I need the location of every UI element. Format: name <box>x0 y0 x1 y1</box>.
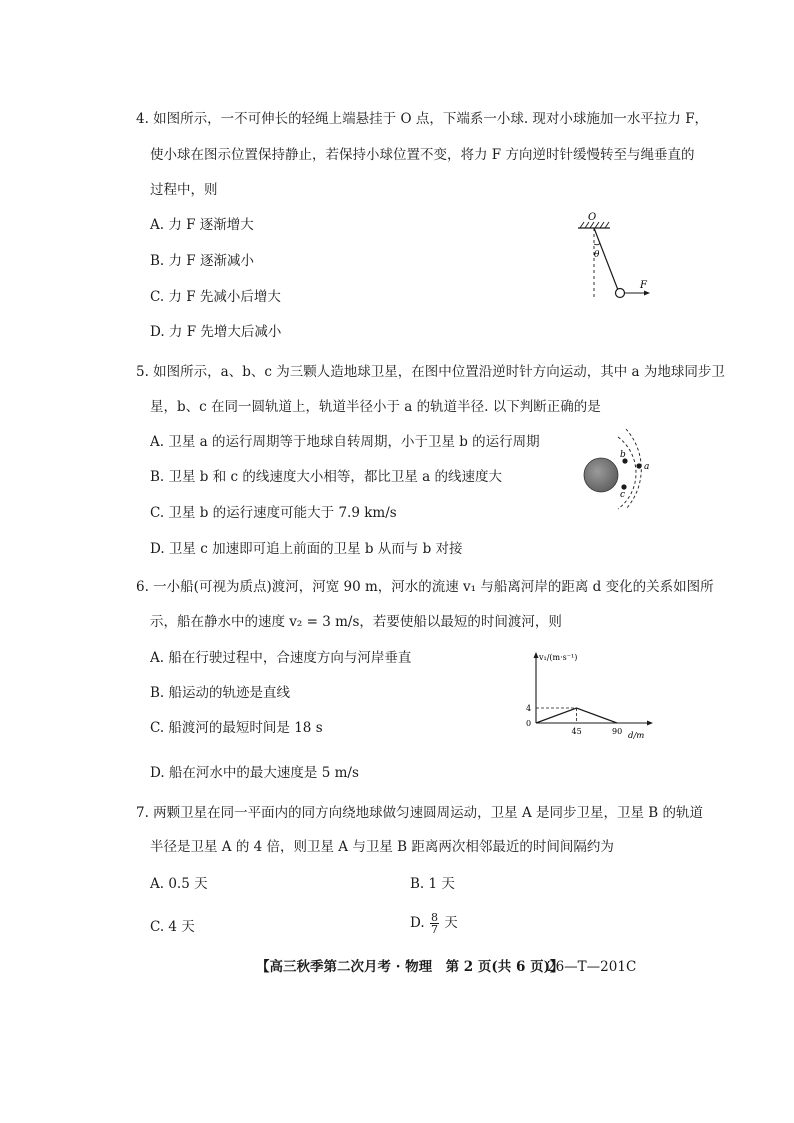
q5-option-b: B. 卫星 b 和 c 的线速度大小相等，都比卫星 a 的线速度大 <box>150 469 503 485</box>
label-c: c <box>620 490 626 500</box>
label-theta: θ <box>594 250 600 260</box>
q4-stem-line3: 过程中，则 <box>150 182 218 198</box>
y-axis-label: v₁/(m·s⁻¹) <box>539 653 578 662</box>
q6-stem-line2: 示，船在静水中的速度 v₂ = 3 m/s，若要使船以最短的时间渡河，则 <box>150 614 562 630</box>
tick-origin: 0 <box>526 719 532 728</box>
satellite-a <box>636 463 641 468</box>
q7-stem-line1: 7. 两颗卫星在同一平面内的同方向绕地球做匀速圆周运动，卫星 A 是同步卫星，卫星 B 的轨道 <box>136 805 704 821</box>
q7-option-b: B. 1 天 <box>410 876 455 892</box>
q7-option-d-unit: 天 <box>444 915 458 931</box>
tick-x-45: 45 <box>571 727 582 736</box>
fraction-denominator: 7 <box>430 923 438 936</box>
q4-stem-line2: 使小球在图示位置保持静止，若保持小球位置不变，将力 F 方向逆时针缓慢转至与绳垂直的 <box>150 147 695 163</box>
footer-code: 26—T—201C <box>547 959 637 975</box>
q7-option-d-prefix: D. <box>410 915 425 931</box>
label-b: b <box>620 450 626 460</box>
q4-pendulum-figure <box>570 210 660 305</box>
q4-stem-line1: 4. 如图所示，一不可伸长的轻绳上端悬挂于 O 点，下端系一小球. 现对小球施加一水平拉力 F， <box>136 111 709 127</box>
tick-y-4: 4 <box>526 704 532 713</box>
q5-option-c: C. 卫星 b 的运行速度可能大于 7.9 km/s <box>150 505 397 521</box>
q6-option-b: B. 船运动的轨迹是直线 <box>150 685 291 701</box>
x-axis-label: d/m <box>628 731 645 741</box>
q7-option-a: A. 0.5 天 <box>150 876 208 892</box>
force-arrow-head <box>644 291 650 296</box>
footer-title: 【高三秋季第二次月考 · 物理 第 2 页(共 6 页)】 <box>256 959 564 975</box>
q7-stem-line2: 半径是卫星 A 的 4 倍，则卫星 A 与卫星 B 距离两次相邻最近的时间间隔约为 <box>150 839 614 855</box>
y-axis-arrow <box>534 652 539 658</box>
q4-option-b: B. 力 F 逐渐减小 <box>150 253 254 269</box>
x-axis-arrow <box>647 721 653 726</box>
q5-option-a: A. 卫星 a 的运行周期等于地球自转周期，小于卫星 b 的运行周期 <box>150 434 540 450</box>
q5-stem-line2: 星，b、c 在同一圆轨道上，轨道半径小于 a 的轨道半径. 以下判断正确的是 <box>150 399 601 415</box>
outer-orbit <box>626 429 641 509</box>
q4-option-a: A. 力 F 逐渐增大 <box>150 217 254 233</box>
ball <box>616 289 625 298</box>
tick-x-90: 90 <box>612 727 623 736</box>
q7-option-d-fraction <box>430 912 439 935</box>
q7-option-d <box>410 912 458 935</box>
q6-stem-line1: 6. 一小船(可视为质点)渡河，河宽 90 m，河水的流速 v₁ 与船离河岸的距离 d 变化的关系如图所 <box>136 579 714 595</box>
q6-option-d: D. 船在河水中的最大速度是 5 m/s <box>150 765 359 781</box>
theta-arc <box>594 243 600 245</box>
q5-option-d: D. 卫星 c 加速即可追上前面的卫星 b 从而与 b 对接 <box>150 541 463 557</box>
fraction-numerator: 8 <box>430 911 438 924</box>
q6-option-c: C. 船渡河的最短时间是 18 s <box>150 720 323 736</box>
q4-option-c: C. 力 F 先减小后增大 <box>150 289 281 305</box>
label-o: O <box>588 212 597 223</box>
q6-option-a: A. 船在行驶过程中，合速度方向与河岸垂直 <box>150 650 412 666</box>
q7-option-c: C. 4 天 <box>150 919 195 935</box>
satellite-c <box>621 484 626 489</box>
label-f: F <box>640 280 647 291</box>
earth <box>584 458 618 492</box>
q5-stem-line1: 5. 如图所示，a、b、c 为三颗人造地球卫星，在图中位置沿逆时针方向运动，其中 a 为地球同步卫 <box>136 364 725 380</box>
q4-option-d: D. 力 F 先增大后减小 <box>150 324 282 340</box>
q6-velocity-graph <box>520 645 660 745</box>
label-a: a <box>644 462 650 472</box>
q5-satellite-figure <box>576 425 656 510</box>
